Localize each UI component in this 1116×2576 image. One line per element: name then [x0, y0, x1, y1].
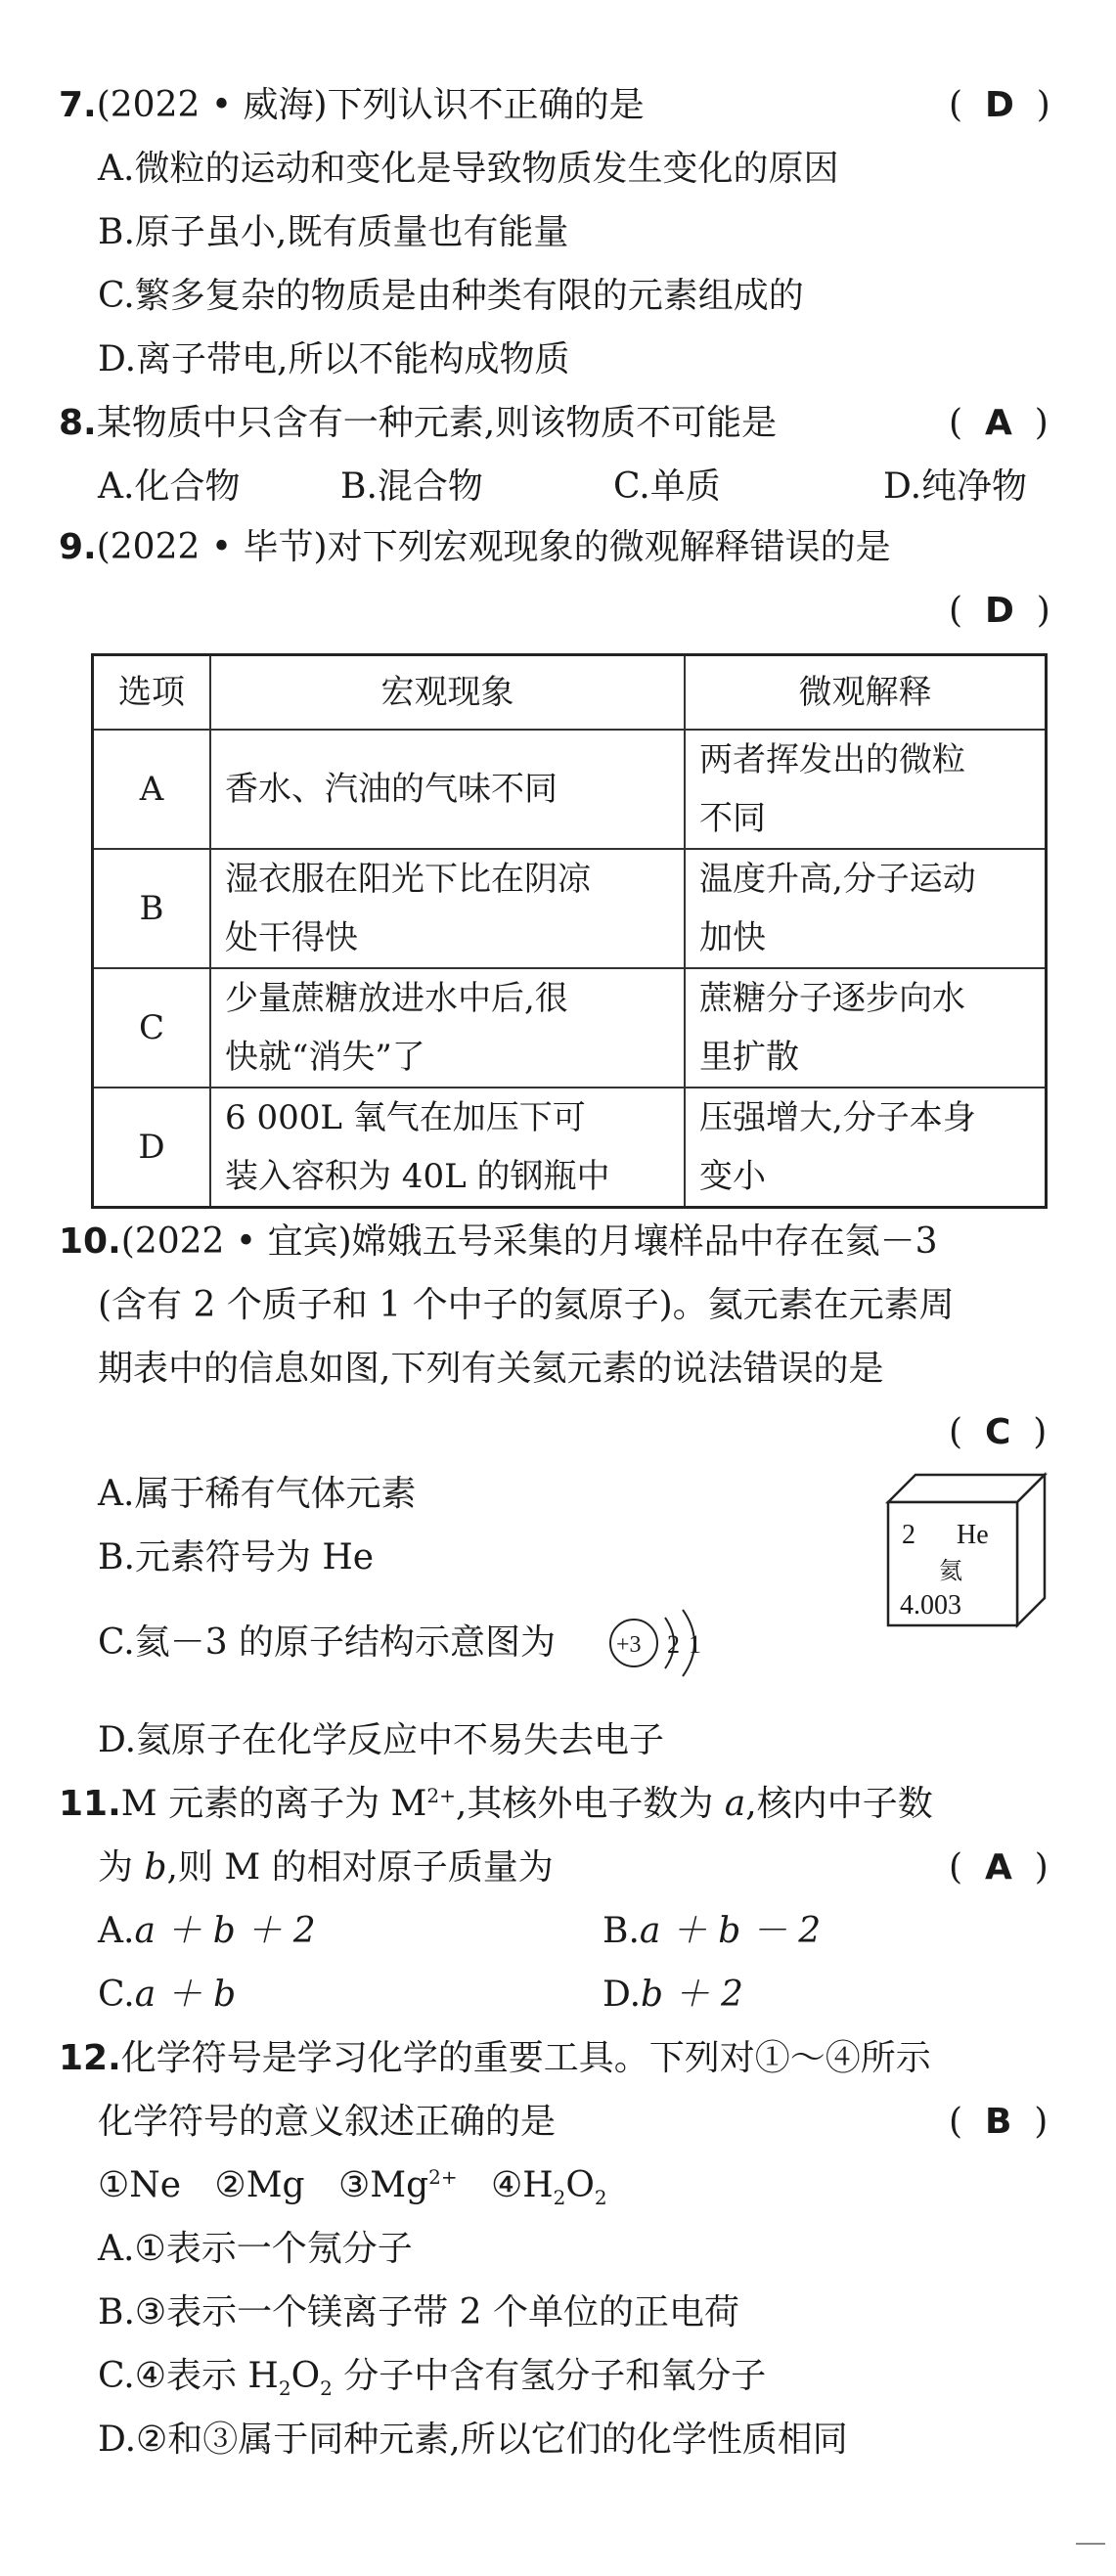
q10-answer: C	[984, 1412, 1011, 1452]
cell-line: 6 000L 氧气在加压下可	[225, 1098, 586, 1137]
q11-option-b	[603, 1912, 821, 1951]
cell-line: 温度升高,分子运动	[699, 860, 976, 899]
option-prefix: C.	[98, 1975, 135, 2015]
q10-option-c: C.氦－3 的原子结构示意图为	[98, 1622, 557, 1663]
element-atomic-number: 2	[902, 1520, 915, 1550]
table-row	[93, 1088, 1047, 1208]
q10-stem-1: (2022 • 宜宾)嫦娥五号采集的月壤样品中存在氦－3	[120, 1221, 938, 1262]
cell-line: 快就“消失”了	[225, 1038, 425, 1077]
table-cell-option: C	[93, 968, 211, 1088]
table-cell-option: B	[93, 849, 211, 968]
cell-line: 变小	[699, 1157, 766, 1196]
symbol-3: ③Mg	[337, 2165, 429, 2205]
q8-option-b: B.混合物	[340, 466, 483, 507]
q8-stem-line	[59, 404, 777, 443]
q11-text-1a: M 元素的离子为 M	[120, 1784, 427, 1824]
symbol-2: ②Mg	[214, 2165, 305, 2205]
q10-number: 10.	[59, 1221, 121, 1262]
q11-answer-box: ( A )	[949, 1847, 1049, 1888]
option-expression: a ＋ b － 2	[639, 1911, 822, 1951]
table-header-macro: 宏观现象	[210, 655, 685, 731]
option-c-o: O	[290, 2356, 321, 2396]
q12-answer: B	[984, 2102, 1012, 2142]
symbol-4-o: O	[565, 2165, 595, 2205]
element-name: 氦	[939, 1557, 962, 1584]
q8-number: 8.	[59, 403, 97, 443]
table-cell-micro	[685, 849, 1047, 968]
q7-option-b: B.原子虽小,既有质量也有能量	[98, 212, 569, 252]
option-prefix: B.	[603, 1911, 640, 1951]
q12-option-c	[98, 2357, 766, 2399]
table-cell-micro	[685, 730, 1047, 849]
symbol-4-sub-2: 2	[594, 2186, 607, 2210]
q7-option-a: A.微粒的运动和变化是导致物质发生变化的原因	[98, 149, 839, 189]
q8-option-a: A.化合物	[98, 466, 241, 507]
q12-stem-line-2: 化学符号的意义叙述正确的是	[98, 2102, 557, 2142]
q11-answer: A	[984, 1847, 1012, 1888]
cell-line: 香水、汽油的气味不同	[225, 770, 558, 809]
q11-text-2b: ,则 M 的相对原子质量为	[166, 1847, 554, 1888]
q11-var-b: b	[144, 1847, 167, 1888]
atom-shell-2-electrons: 1	[689, 1630, 701, 1659]
atom-nucleus-charge: +3	[616, 1632, 642, 1658]
symbol-3-charge: 2+	[428, 2165, 458, 2189]
cell-line: 不同	[699, 799, 766, 838]
q7-option-d: D.离子带电,所以不能构成物质	[98, 339, 570, 379]
q11-option-c	[98, 1976, 236, 2015]
table-row	[93, 968, 1047, 1088]
q11-stem-line-1	[59, 1785, 933, 1824]
q10-stem-line-2: (含有 2 个质子和 1 个中子的氦原子)。氦元素在元素周	[98, 1285, 955, 1325]
q11-text-1b: ,其核外电子数为	[455, 1784, 725, 1824]
q7-stem: (2022 • 威海)下列认识不正确的是	[96, 85, 645, 125]
q7-option-c: C.繁多复杂的物质是由种类有限的元素组成的	[98, 276, 804, 316]
table-header-option: 选项	[93, 655, 211, 731]
option-prefix: D.	[603, 1975, 642, 2015]
q8-stem: 某物质中只含有一种元素,则该物质不可能是	[96, 403, 778, 443]
q10-option-b: B.元素符号为 He	[98, 1537, 375, 1577]
q9-answer-box: ( D )	[949, 591, 1050, 631]
page-edge-mark	[1076, 2543, 1105, 2545]
cell-line: 压强增大,分子本身	[699, 1098, 976, 1137]
table-header-row	[93, 655, 1047, 731]
option-expression: b ＋ 2	[641, 1975, 743, 2015]
cell-line: 两者挥发出的微粒	[699, 740, 965, 779]
q10-stem-line-1	[59, 1222, 938, 1262]
q8-option-d: D.纯净物	[883, 466, 1028, 507]
q9-number: 9.	[59, 527, 97, 567]
q11-var-a: a	[724, 1784, 746, 1824]
symbol-4-sub-1: 2	[553, 2186, 566, 2210]
option-expression: a ＋ b	[134, 1975, 237, 2015]
q9-table	[91, 653, 1048, 1209]
q12-option-d: D.②和③属于同种元素,所以它们的化学性质相同	[98, 2420, 848, 2460]
q11-option-d	[603, 1976, 743, 2015]
q12-option-a: A.①表示一个氖分子	[98, 2229, 413, 2269]
option-c-sub-2: 2	[320, 2376, 333, 2401]
cell-line: 少量蔗糖放进水中后,很	[225, 979, 568, 1018]
helium-element-card	[880, 1467, 1056, 1633]
q12-number: 12.	[59, 2038, 121, 2078]
q7-stem-line	[59, 86, 645, 125]
cell-line: 装入容积为 40L 的钢瓶中	[225, 1157, 610, 1196]
cell-line: 处干得快	[225, 918, 358, 957]
q11-stem-line-2	[98, 1848, 554, 1888]
table-cell-option: D	[93, 1088, 211, 1208]
q11-option-a	[98, 1912, 316, 1951]
table-cell-macro	[210, 730, 685, 849]
q10-stem-line-3: 期表中的信息如图,下列有关氦元素的说法错误的是	[98, 1349, 884, 1389]
symbol-1: ①Ne	[98, 2165, 182, 2205]
q7-answer-box: ( D )	[949, 85, 1050, 125]
q10-option-a: A.属于稀有气体元素	[98, 1474, 417, 1514]
q8-answer-box: ( A )	[949, 403, 1049, 443]
q12-option-b: B.③表示一个镁离子带 2 个单位的正电荷	[98, 2292, 739, 2332]
q8-answer: A	[984, 403, 1012, 443]
q11-charge: 2+	[426, 1784, 456, 1807]
table-cell-macro	[210, 1088, 685, 1208]
q11-number: 11.	[59, 1784, 121, 1824]
cell-line: 里扩散	[699, 1038, 799, 1077]
atom-shell-1-electrons: 2	[667, 1630, 680, 1659]
q9-stem: (2022 • 毕节)对下列宏观现象的微观解释错误的是	[96, 527, 891, 567]
q8-option-c: C.单质	[613, 466, 721, 507]
q12-symbols-line	[98, 2166, 607, 2208]
option-c-text-1: C.④表示 H	[98, 2356, 279, 2396]
option-c-sub-1: 2	[278, 2376, 291, 2401]
table-row	[93, 849, 1047, 968]
q10-answer-box: ( C )	[949, 1412, 1048, 1452]
q11-text-1c: ,核内中子数	[745, 1784, 933, 1824]
element-mass: 4.003	[900, 1590, 961, 1621]
table-cell-macro	[210, 968, 685, 1088]
table-cell-micro	[685, 968, 1047, 1088]
q7-answer: D	[984, 85, 1014, 125]
q12-answer-box: ( B )	[949, 2102, 1049, 2142]
table-cell-option: A	[93, 730, 211, 849]
q12-stem-1: 化学符号是学习化学的重要工具。下列对①～④所示	[120, 2038, 931, 2078]
cell-line: 湿衣服在阳光下比在阴凉	[225, 860, 591, 899]
q9-answer: D	[984, 591, 1014, 631]
q11-text-2a: 为	[98, 1847, 145, 1888]
cell-line: 蔗糖分子逐步向水	[699, 979, 965, 1018]
table-cell-macro	[210, 849, 685, 968]
q10-option-d: D.氦原子在化学反应中不易失去电子	[98, 1720, 665, 1760]
q7-number: 7.	[59, 85, 97, 125]
symbol-4: ④H	[490, 2165, 554, 2205]
q12-stem-line-1	[59, 2039, 931, 2078]
table-header-micro: 微观解释	[685, 655, 1047, 731]
element-symbol: He	[957, 1520, 989, 1550]
option-c-text-2: 分子中含有氢分子和氧分子	[332, 2356, 767, 2396]
option-expression: a ＋ b ＋ 2	[134, 1911, 316, 1951]
atom-structure-diagram	[597, 1604, 734, 1682]
option-prefix: A.	[98, 1911, 135, 1951]
table-row	[93, 730, 1047, 849]
table-cell-micro	[685, 1088, 1047, 1208]
q9-stem-line	[59, 528, 891, 567]
cell-line: 加快	[699, 918, 766, 957]
